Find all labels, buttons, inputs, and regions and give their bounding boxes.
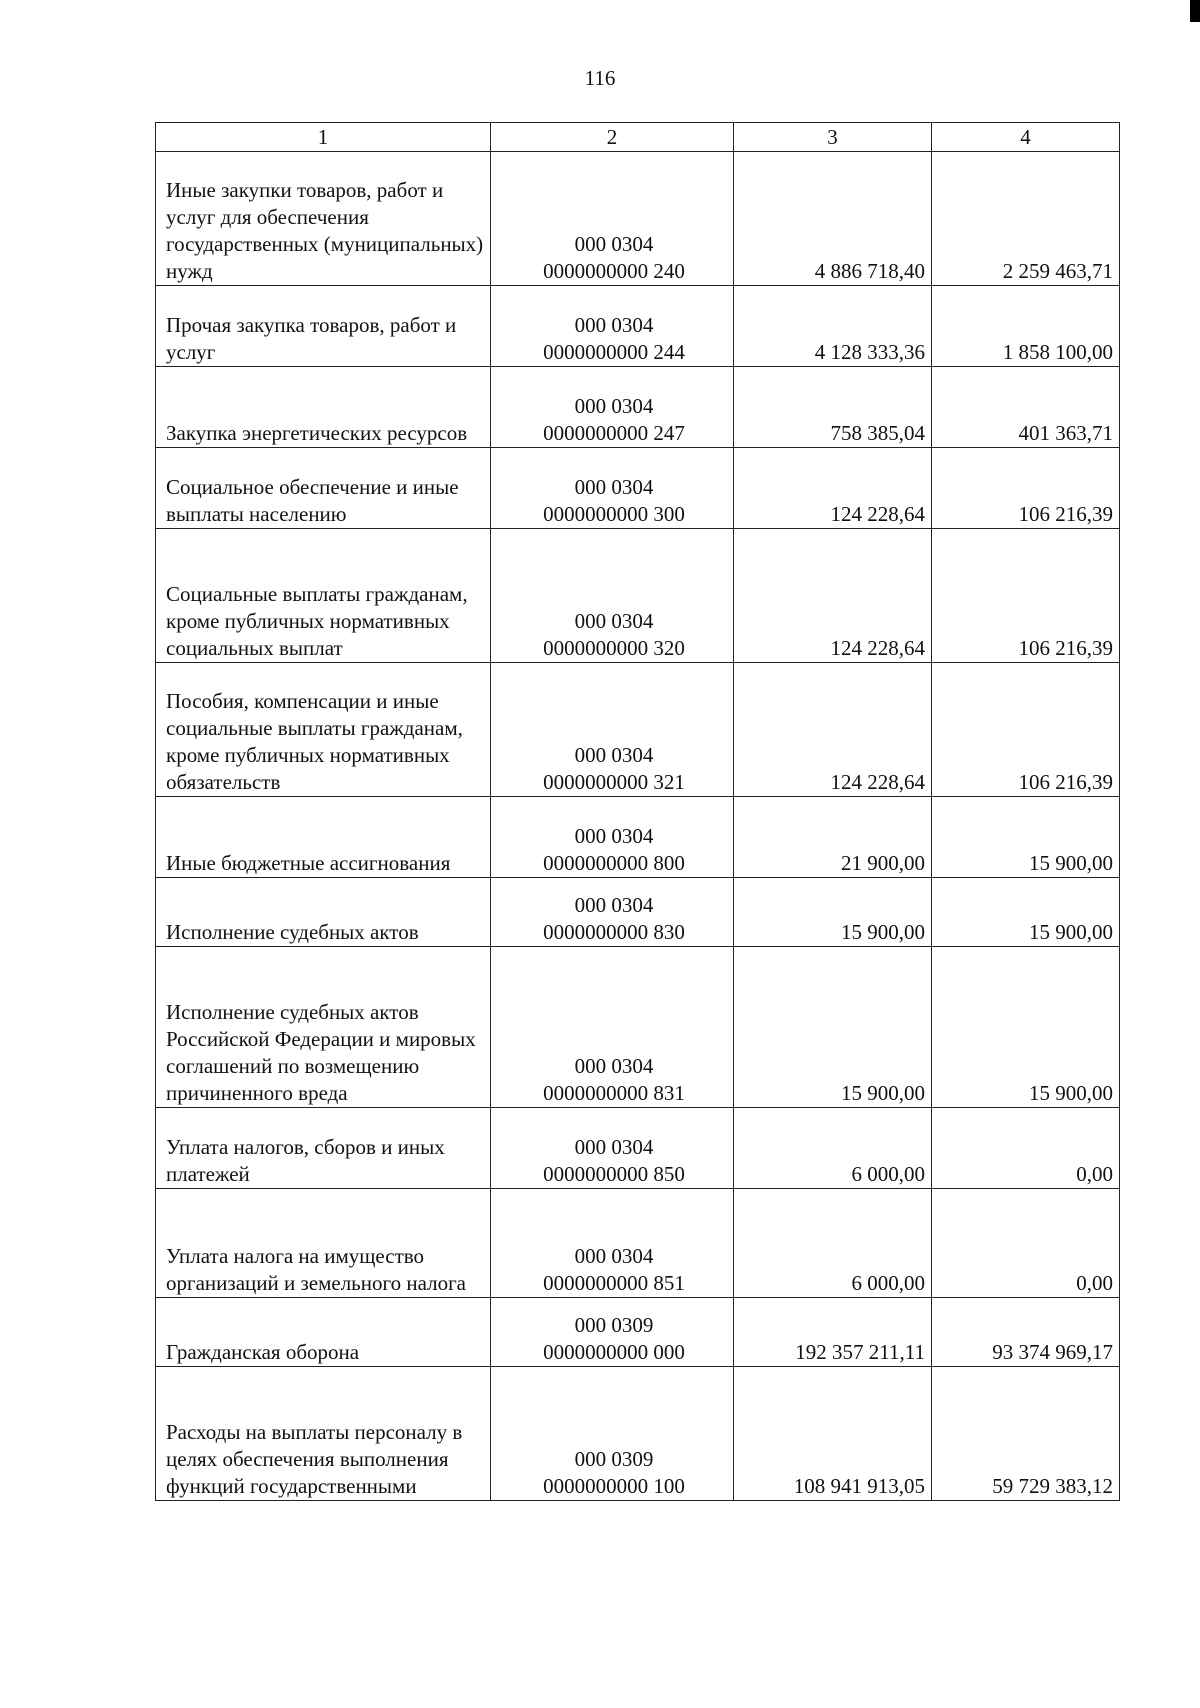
table-row (156, 152, 1120, 286)
row-name: Гражданская оборона (156, 1298, 491, 1367)
code-section: 000 0304 (574, 609, 654, 633)
row-name: Исполнение судебных актов (156, 878, 491, 947)
code-section: 000 0304 (574, 1244, 654, 1268)
code-section: 000 0304 (574, 1054, 654, 1078)
table-row (156, 367, 1120, 448)
code-article: 0000000000 300 (543, 502, 685, 526)
code-article: 0000000000 850 (543, 1162, 685, 1186)
row-col4-value: 93 374 969,17 (932, 1298, 1120, 1367)
row-col3-value: 4 886 718,40 (734, 152, 932, 286)
table-row (156, 1298, 1120, 1367)
row-col3-value: 6 000,00 (734, 1108, 932, 1189)
code-section: 000 0304 (574, 893, 654, 917)
code-section: 000 0304 (574, 824, 654, 848)
code-article: 0000000000 000 (543, 1340, 685, 1364)
header-col-1: 1 (156, 123, 491, 152)
code-article: 0000000000 830 (543, 920, 685, 944)
row-name: Расходы на выплаты персоналу в целях обеспечения выполнения функций государственными (156, 1367, 491, 1501)
code-article: 0000000000 800 (543, 851, 685, 875)
code-article: 0000000000 320 (543, 636, 685, 660)
row-col3-value: 15 900,00 (734, 878, 932, 947)
row-col3-value: 124 228,64 (734, 529, 932, 663)
row-code (491, 448, 734, 529)
row-col3-value: 6 000,00 (734, 1189, 932, 1298)
page-number: 116 (584, 66, 616, 90)
code-article: 0000000000 321 (543, 770, 685, 794)
table-row (156, 797, 1120, 878)
code-section: 000 0304 (574, 313, 654, 337)
code-section: 000 0304 (574, 743, 654, 767)
row-name: Уплата налога на имущество организаций и земельного налога (156, 1189, 491, 1298)
code-article: 0000000000 240 (543, 259, 685, 283)
row-col4-value: 1 858 100,00 (932, 286, 1120, 367)
header-row (156, 123, 1120, 152)
row-col3-value: 4 128 333,36 (734, 286, 932, 367)
code-section: 000 0309 (574, 1313, 654, 1337)
row-col4-value: 15 900,00 (932, 797, 1120, 878)
row-code (491, 797, 734, 878)
row-code (491, 1298, 734, 1367)
row-col4-value: 106 216,39 (932, 448, 1120, 529)
row-name: Прочая закупка товаров, работ и услуг (156, 286, 491, 367)
row-name: Пособия, компенсации и иные социальные выплаты гражданам, кроме публичных нормативных обязательств (156, 663, 491, 797)
row-name: Иные закупки товаров, работ и услуг для обеспечения государственных (муниципальных) нужд (156, 152, 491, 286)
budget-table (155, 122, 1120, 1501)
table-row (156, 529, 1120, 663)
code-section: 000 0304 (574, 394, 654, 418)
table-row (156, 878, 1120, 947)
row-name: Социальное обеспечение и иные выплаты населению (156, 448, 491, 529)
row-name: Иные бюджетные ассигнования (156, 797, 491, 878)
row-col4-value: 106 216,39 (932, 663, 1120, 797)
row-col4-value: 59 729 383,12 (932, 1367, 1120, 1501)
code-article: 0000000000 100 (543, 1474, 685, 1498)
header-col-3: 3 (734, 123, 932, 152)
code-section: 000 0304 (574, 232, 654, 256)
row-col3-value: 21 900,00 (734, 797, 932, 878)
row-col4-value: 15 900,00 (932, 947, 1120, 1108)
row-code (491, 152, 734, 286)
code-article: 0000000000 851 (543, 1271, 685, 1295)
row-code (491, 1367, 734, 1501)
row-code (491, 529, 734, 663)
code-section: 000 0304 (574, 1135, 654, 1159)
row-col4-value: 15 900,00 (932, 878, 1120, 947)
row-col3-value: 192 357 211,11 (734, 1298, 932, 1367)
header-col-4: 4 (932, 123, 1120, 152)
header-col-2: 2 (491, 123, 734, 152)
table-row (156, 947, 1120, 1108)
code-article: 0000000000 244 (543, 340, 685, 364)
row-code (491, 286, 734, 367)
code-section: 000 0304 (574, 475, 654, 499)
row-name: Уплата налогов, сборов и иных платежей (156, 1108, 491, 1189)
row-col3-value: 758 385,04 (734, 367, 932, 448)
table-row (156, 663, 1120, 797)
code-article: 0000000000 831 (543, 1081, 685, 1105)
row-name: Социальные выплаты гражданам, кроме публичных нормативных социальных выплат (156, 529, 491, 663)
table-row (156, 448, 1120, 529)
row-col3-value: 108 941 913,05 (734, 1367, 932, 1501)
row-col4-value: 0,00 (932, 1189, 1120, 1298)
row-name: Исполнение судебных актов Российской Федерации и мировых соглашений по возмещению причиненного вреда (156, 947, 491, 1108)
row-code (491, 947, 734, 1108)
table-row (156, 286, 1120, 367)
scan-corner-mark (1190, 0, 1200, 22)
row-col4-value: 2 259 463,71 (932, 152, 1120, 286)
row-col4-value: 401 363,71 (932, 367, 1120, 448)
table-row (156, 1108, 1120, 1189)
row-code (491, 367, 734, 448)
row-code (491, 1189, 734, 1298)
row-code (491, 663, 734, 797)
code-section: 000 0309 (574, 1447, 654, 1471)
code-article: 0000000000 247 (543, 421, 685, 445)
row-name: Закупка энергетических ресурсов (156, 367, 491, 448)
row-col3-value: 124 228,64 (734, 663, 932, 797)
table-row (156, 1367, 1120, 1501)
row-code (491, 878, 734, 947)
row-col3-value: 15 900,00 (734, 947, 932, 1108)
row-col4-value: 106 216,39 (932, 529, 1120, 663)
row-col4-value: 0,00 (932, 1108, 1120, 1189)
table-row (156, 1189, 1120, 1298)
row-col3-value: 124 228,64 (734, 448, 932, 529)
row-code (491, 1108, 734, 1189)
